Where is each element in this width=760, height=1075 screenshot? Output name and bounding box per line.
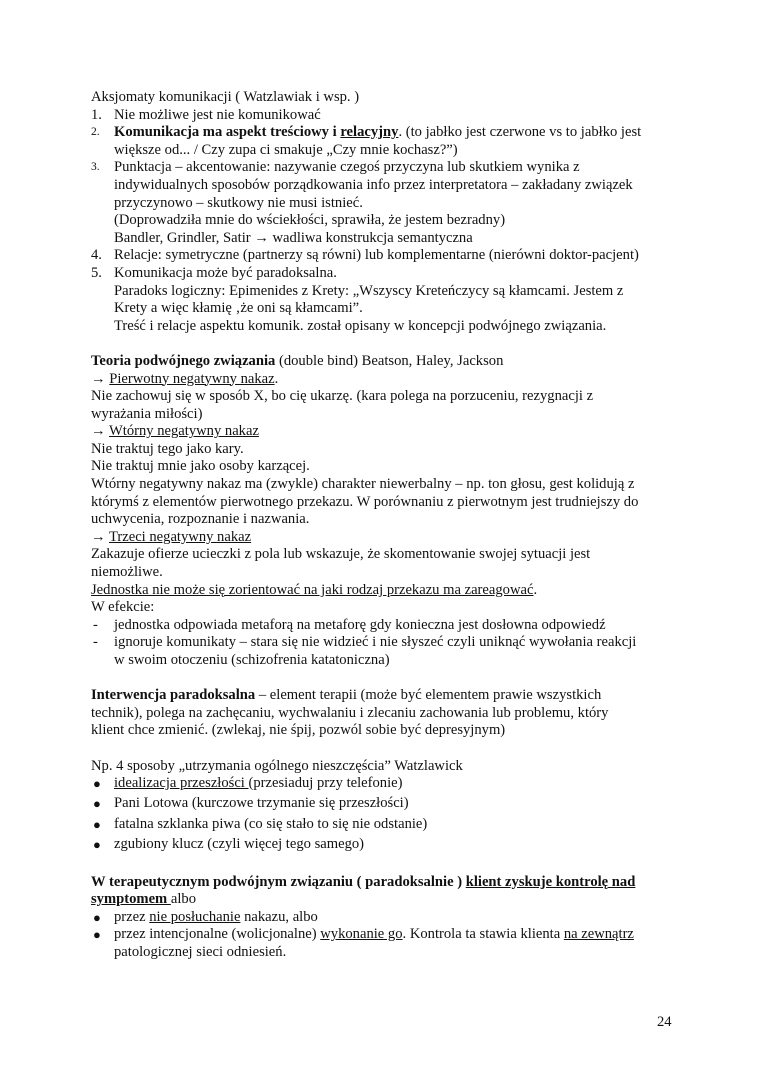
- axiom-text: Relacje: symetryczne (partnerzy są równi) lub komplementarne (nierówni doktor-pacjent): [114, 247, 639, 264]
- bullet-item: [91, 775, 681, 793]
- paragraph-line: uchwycenia, rozpoznanie i nazwania.: [91, 511, 310, 528]
- paragraph-line: wyrażania miłości): [91, 405, 203, 422]
- axiom-text-rest: . (to jabłko jest czerwone vs to jabłko jest: [398, 124, 642, 141]
- paragraph-line: Wtórny negatywny nakaz ma (zwykle) charakter niewerbalny – np. ton głosu, gest kolidują z: [91, 476, 635, 493]
- axiom-item-1: [91, 107, 681, 125]
- dash-item: [91, 617, 681, 635]
- dash-marker: -: [93, 616, 98, 633]
- underlined-text: wykonanie go: [320, 926, 403, 943]
- dash-text: ignoruje komunikaty – stara się nie widzieć i nie słyszeć czyli uniknąć wywołania reakcji: [114, 634, 637, 651]
- underlined-label: Trzeci negatywny nakaz: [108, 528, 252, 545]
- page-number: 24: [657, 1014, 672, 1030]
- ways-title: Np. 4 sposoby „utrzymania ogólnego nieszczęścia” Watzlawick: [91, 757, 463, 774]
- axiom-text: [114, 124, 681, 142]
- paragraph-text: albo: [170, 891, 196, 908]
- bullet-icon: ●: [93, 909, 101, 925]
- intervention-line: [91, 687, 681, 705]
- underlined-text: nie posłuchanie: [149, 908, 241, 925]
- bullet-icon: ●: [93, 927, 101, 943]
- dash-text: w swoim otoczeniu (schizofrenia katatoniczna): [114, 652, 390, 668]
- axiom-text: Komunikacja może być paradoksalna.: [114, 264, 337, 281]
- bullet-item: [91, 926, 681, 961]
- bullet-text: [114, 926, 681, 944]
- first-order-heading: [91, 371, 681, 389]
- punctuation: .: [274, 370, 279, 387]
- axiom-text: większe od... / Czy zupa ci smakuje „Czy mnie kochasz?”): [114, 141, 458, 158]
- section-heading: Teoria podwójnego związania: [91, 352, 276, 369]
- list-number: 2.: [91, 126, 100, 139]
- list-number: 3.: [91, 161, 100, 174]
- bullet-item: [91, 816, 681, 834]
- arrow-icon: →: [91, 423, 109, 440]
- bullet-text: zgubiony klucz (czyli więcej tego samego): [114, 835, 365, 852]
- list-number: 4.: [91, 247, 102, 264]
- text-part: nakazu, albo: [240, 908, 318, 925]
- underlined-bold-text: klient zyskuje kontrolę nad: [465, 873, 636, 890]
- paragraph-line: klient chce zmienić. (zwlekaj, nie śpij, pozwól sobie być depresyjnym): [91, 722, 506, 739]
- list-number: 5.: [91, 264, 102, 281]
- bullet-item: [91, 795, 681, 813]
- paragraph-line: Nie traktuj tego jako kary.: [91, 440, 244, 457]
- paragraph-line: Nie zachowuj się w sposób X, bo cię ukarzę. (kara polega na porzuceniu, rezygnacji z: [91, 388, 594, 405]
- therapy-heading: [91, 874, 681, 892]
- heading-rest: (double bind) Beatson, Haley, Jackson: [275, 352, 504, 369]
- paragraph-text: – element terapii (może być elementem prawie wszystkich: [255, 687, 602, 704]
- bullet-rest: (przesiaduj przy telefonie): [248, 775, 403, 792]
- axiom-text: Paradoks logiczny: Epimenides z Krety: „Wszyscy Kreteńczycy są kłamcami. Jestem z: [114, 282, 624, 299]
- axiom-text: przyczynowo – skutkowy nie musi istnieć.: [114, 194, 363, 211]
- dash-item: [91, 634, 681, 669]
- axiom-text: Krety a więc kłamię ‚że oni są kłamcami”.: [114, 300, 363, 317]
- bullet-item: [91, 909, 681, 927]
- underlined-text: Jednostka nie może się zorientować na jaki rodzaj przekazu ma zareagować: [91, 581, 534, 598]
- bullet-item: [91, 836, 681, 854]
- section-heading: Interwencja paradoksalna: [91, 687, 256, 704]
- underlined-text: idealizacja przeszłości: [114, 775, 249, 792]
- paragraph-line: którymś z elementów pierwotnego przekazu. W porównaniu z pierwotnym jest trudniejszy do: [91, 493, 639, 510]
- text-part: . Kontrola ta stawia klienta: [402, 926, 564, 943]
- double-bind-title: [91, 353, 681, 371]
- axiom-text: Treść i relacje aspektu komunik. został opisany w koncepcji podwójnego związania.: [114, 317, 607, 334]
- therapy-heading-cont: [91, 891, 681, 909]
- bullet-text: [114, 775, 681, 793]
- axiom-text: indywidualnych sposobów porządkowania info przez interpretatora – zakładany związek: [114, 176, 633, 193]
- bullet-icon: ●: [93, 796, 101, 812]
- bullet-icon: ●: [93, 836, 101, 852]
- axiom-item-4: [91, 247, 681, 265]
- page-body: [91, 89, 681, 961]
- bold-text: Komunikacja ma aspekt treściowy i: [114, 124, 341, 141]
- underlined-text: na zewnątrz: [563, 926, 634, 943]
- punctuation: .: [533, 581, 538, 598]
- bold-text: W terapeutycznym podwójnym związaniu ( paradoksalnie ): [91, 873, 466, 890]
- arrow-icon: →: [91, 370, 110, 387]
- axioms-title: Aksjomaty komunikacji ( Watzlawiak i wsp. ): [91, 89, 360, 105]
- paragraph-line: niemożliwe.: [91, 564, 163, 581]
- bullet-icon: ●: [93, 776, 101, 792]
- third-order-heading: [91, 529, 681, 547]
- paragraph-line: Zakazuje ofierze ucieczki z pola lub wskazuje, że skomentowanie swojej sytuacji jest: [91, 546, 591, 563]
- underlined-label: Pierwotny negatywny nakaz: [109, 370, 275, 387]
- axiom-text: Punktacja – akcentowanie: nazywanie czegoś przyczyna lub skutkiem wynika z: [114, 159, 580, 176]
- dash-marker: -: [93, 634, 98, 651]
- axiom-item-5: [91, 265, 681, 335]
- bullet-text: [114, 909, 681, 927]
- second-order-heading: [91, 423, 681, 441]
- list-number: 1.: [91, 106, 102, 123]
- dash-text: jednostka odpowiada metaforą na metaforę gdy konieczna jest dosłowna odpowiedź: [114, 616, 606, 633]
- underlined-sentence: [91, 582, 681, 600]
- underlined-label: Wtórny negatywny nakaz: [108, 423, 259, 440]
- axiom-text: (Doprowadziła mnie do wściekłości, sprawiła, że jestem bezradny): [114, 212, 506, 229]
- effect-label: W efekcie:: [91, 599, 155, 616]
- bullet-icon: ●: [93, 816, 101, 832]
- bullet-text: Pani Lotowa (kurczowe trzymanie się przeszłości): [114, 795, 409, 812]
- paragraph-line: Nie traktuj mnie jako osoby karzącej.: [91, 458, 310, 475]
- axiom-text: Nie możliwe jest nie komunikować: [114, 106, 321, 123]
- axiom-item-2: [91, 124, 681, 159]
- paragraph-line: technik), polega na zachęcaniu, wychwalaniu i zlecaniu zachowania lub problemu, który: [91, 704, 609, 721]
- arrow-icon: →: [91, 528, 109, 545]
- axiom-item-3: [91, 159, 681, 247]
- bullet-text: patologicznej sieci odniesień.: [114, 943, 287, 960]
- underlined-bold-text: relacyjny: [340, 124, 399, 141]
- axiom-text: Bandler, Grindler, Satir → wadliwa konstrukcja semantyczna: [114, 229, 473, 246]
- bullet-text: fatalna szklanka piwa (co się stało to się nie odstanie): [114, 815, 428, 832]
- underlined-bold-text: symptomem: [91, 891, 171, 908]
- text-part: przez: [114, 908, 150, 925]
- text-part: przez intencjonalne (wolicjonalne): [114, 926, 321, 943]
